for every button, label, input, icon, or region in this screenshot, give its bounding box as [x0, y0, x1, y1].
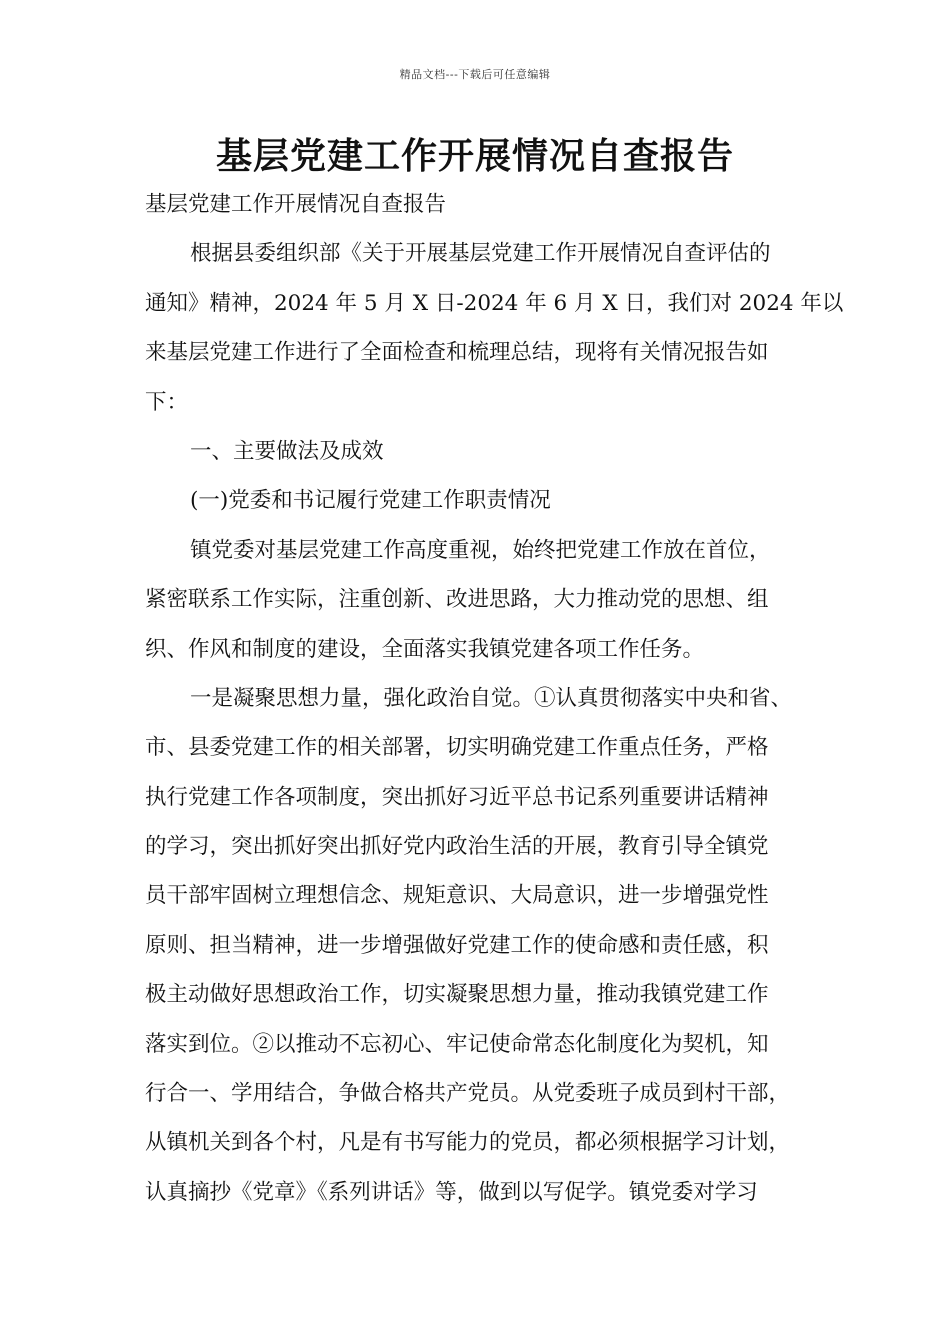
text-line: 下： — [145, 389, 189, 415]
document-title: 基层党建工作开展情况自查报告 — [215, 136, 734, 177]
text-line: 落实到位。②以推动不忘初心、牢记使命常态化制度化为契机，知 — [145, 1031, 769, 1057]
text-line: 通知》精神，2024 年 5 月 X 日-2024 年 6 月 X 日，我们对 2024 年以 — [145, 290, 844, 316]
header-note: 精品文档---下载后可任意编辑 — [399, 68, 551, 81]
text-line: 一、主要做法及成效 — [190, 438, 384, 464]
text-line: 基层党建工作开展情况自查报告 — [145, 192, 447, 217]
text-line: 一是凝聚思想力量，强化政治自觉。①认真贯彻落实中央和省、 — [190, 685, 793, 711]
text-line: (一)党委和书记履行党建工作职责情况 — [190, 488, 551, 514]
text-line: 镇党委对基层党建工作高度重视，始终把党建工作放在首位， — [190, 537, 771, 563]
text-line: 极主动做好思想政治工作，切实凝聚思想力量，推动我镇党建工作 — [145, 982, 769, 1008]
text-line: 的学习，突出抓好突出抓好党内政治生活的开展，教育引导全镇党 — [145, 834, 769, 860]
text-line: 从镇机关到各个村，凡是有书写能力的党员，都必须根据学习计划， — [145, 1130, 791, 1156]
text-line: 认真摘抄《党章》《系列讲话》等，做到以写促学。镇党委对学习 — [145, 1179, 758, 1205]
text-line: 执行党建工作各项制度，突出抓好习近平总书记系列重要讲话精神 — [145, 784, 769, 810]
document-body — [145, 180, 844, 1217]
text-line: 来基层党建工作进行了全面检查和梳理总结，现将有关情况报告如 — [145, 340, 769, 366]
text-line: 根据县委组织部《关于开展基层党建工作开展情况自查评估的 — [190, 241, 771, 267]
text-line: 市、县委党建工作的相关部署，切实明确党建工作重点任务，严格 — [145, 735, 769, 761]
text-line: 原则、担当精神，进一步增强做好党建工作的使命感和责任感，积 — [145, 932, 769, 958]
text-line: 行合一、学用结合，争做合格共产党员。从党委班子成员到村干部， — [145, 1081, 791, 1107]
text-line: 织、作风和制度的建设，全面落实我镇党建各项工作任务。 — [145, 636, 705, 662]
text-line: 紧密联系工作实际，注重创新、改进思路，大力推动党的思想、组 — [145, 587, 769, 613]
text-line: 员干部牢固树立理想信念、规矩意识、大局意识，进一步增强党性 — [145, 883, 769, 909]
